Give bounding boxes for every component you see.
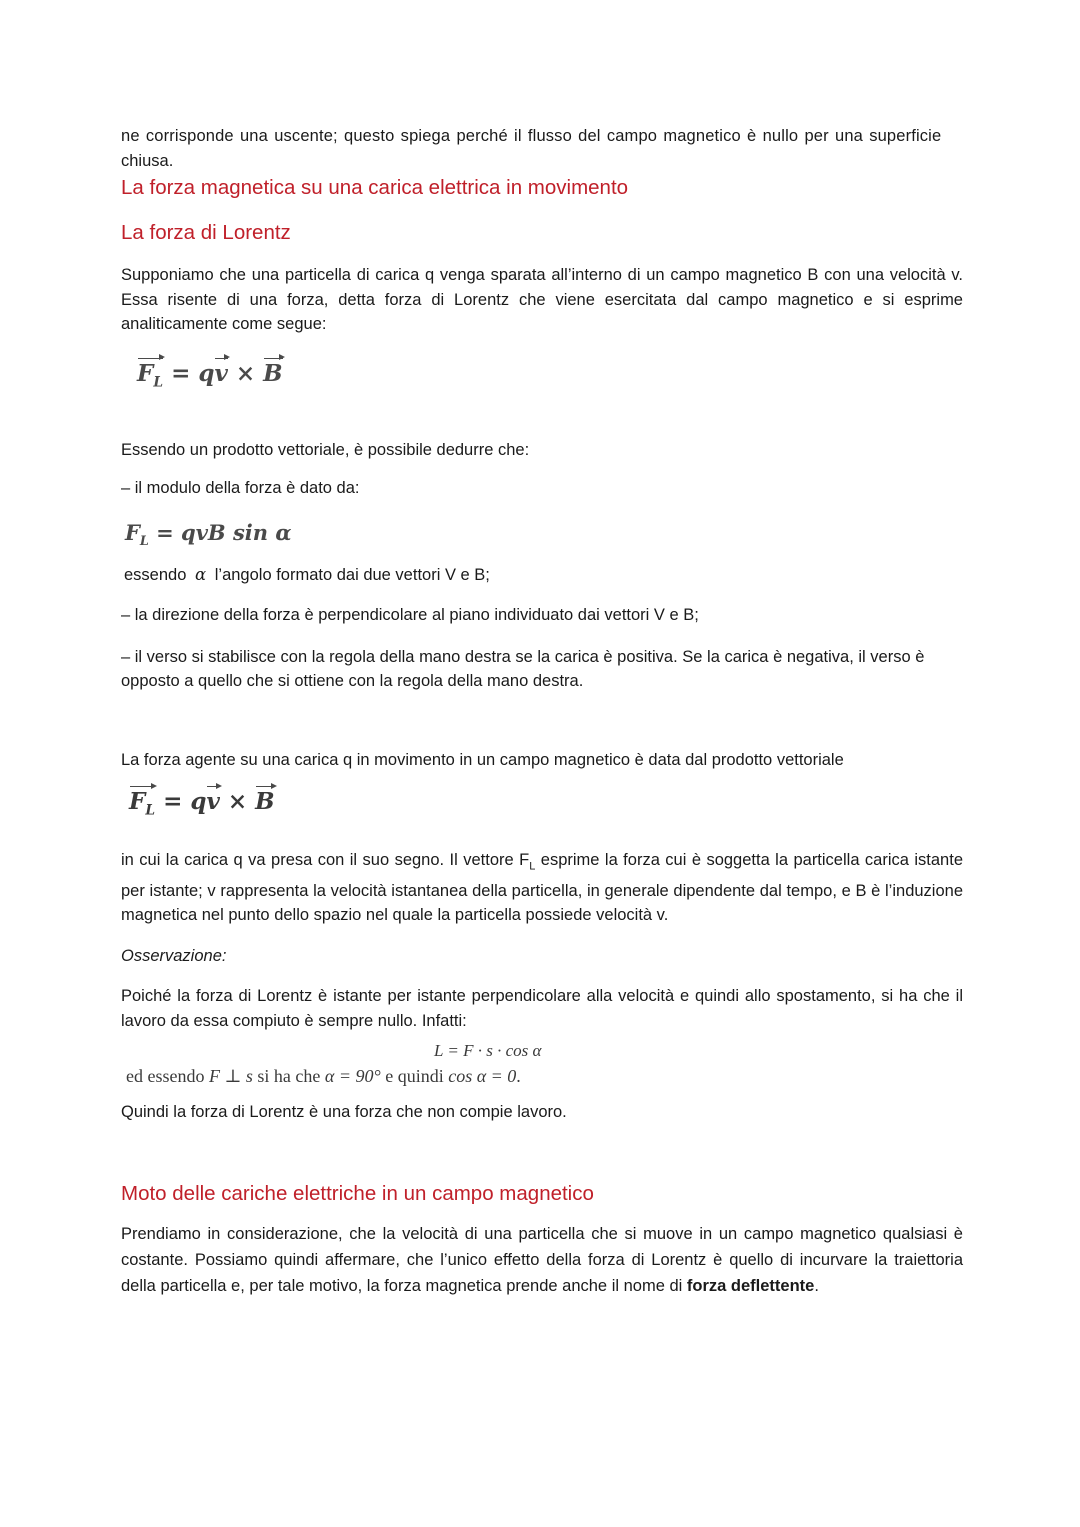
- document-page: [121, 124, 963, 1299]
- section-heading-charge-motion: Moto delle cariche elettriche in un campo magnetico: [121, 1181, 594, 1205]
- subsection-heading-lorentz: La forza di Lorentz: [121, 221, 291, 244]
- list-item-orientation: – il verso si stabilisce con la regola della mano destra se la carica è positiva. Se la carica è negativa, il verso è opposto a quello che si ottiene con la regola della mano destra.: [121, 647, 925, 690]
- paragraph-work-null: Poiché la forza di Lorentz è istante per istante perpendicolare alla velocità e quindi allo spostamento, si ha che il lavoro da essa compiuto è sempre nullo. Infatti:: [121, 987, 963, 1030]
- paragraph-alpha-angle: essendo α l’angolo formato dai due vettori V e B;: [124, 564, 490, 584]
- paragraph-no-work: Quindi la forza di Lorentz è una forza che non compie lavoro.: [121, 1103, 567, 1122]
- paragraph-cross-product: Essendo un prodotto vettoriale, è possibile dedurre che:: [121, 440, 530, 459]
- work-formula: L = F · s · cos α: [434, 1041, 542, 1061]
- intro-line-1: ne corrisponde una uscente; questo spiega perché il flusso del campo magnetico è nullo per una superficie: [121, 127, 942, 145]
- lorentz-formula-2: $F_L$ = qv × B: [129, 787, 963, 817]
- alpha-symbol: α: [194, 564, 207, 584]
- section-heading-magnetic-force: La forza magnetica su una carica elettrica in movimento: [121, 176, 629, 199]
- work-condition-line: ed essendo F ⊥ s si ha che α = 90° e quindi cos α = 0.: [126, 1066, 521, 1087]
- list-item-direction: – la direzione della forza è perpendicolare al piano individuato dai vettori V e B;: [121, 606, 699, 624]
- observation-label: Osservazione:: [121, 946, 227, 965]
- paragraph-charge-sign: in cui la carica q va presa con il suo segno. Il vettore $F_L$ esprime la forza cui è soggetta la particella carica istante per istante; v rappresenta la velocità istantanea della particella, in generale dipendente dal tempo, e B è l’induzione magnetica nel punto dello spazio nel quale la particella possiede velocità v.: [121, 851, 963, 925]
- intro-line-2: chiusa.: [121, 151, 174, 170]
- bold-term-deflecting-force: forza deflettente: [686, 1276, 815, 1295]
- paragraph-force-definition: La forza agente su una carica q in movimento in un campo magnetico è data dal prodotto vettoriale: [121, 750, 844, 769]
- paragraph-deflecting-force: Prendiamo in considerazione, che la velocità di una particella che si muove in un campo magnetico qualsiasi è costante. Possiamo quindi affermare, che l’unico effetto della forza di Lorentz è quello di incurvare la traiettoria della particella e, per tale motivo, la forza magnetica prende anche il nome di forza deflettente.: [121, 1224, 963, 1295]
- magnitude-formula: $F_L$ = qvB sin α: [125, 519, 292, 548]
- paragraph-particle: Supponiamo che una particella di carica q venga sparata all’interno di un campo magnetico B con una velocità v. Essa risente di una forza, detta forza di Lorentz che viene esercitata dal campo magnetico e si esprime analiticamente come segue:: [121, 266, 963, 333]
- list-item-magnitude: – il modulo della forza è dato da:: [121, 479, 360, 497]
- lorentz-formula-1: $F_L$ = qv × B: [137, 359, 963, 389]
